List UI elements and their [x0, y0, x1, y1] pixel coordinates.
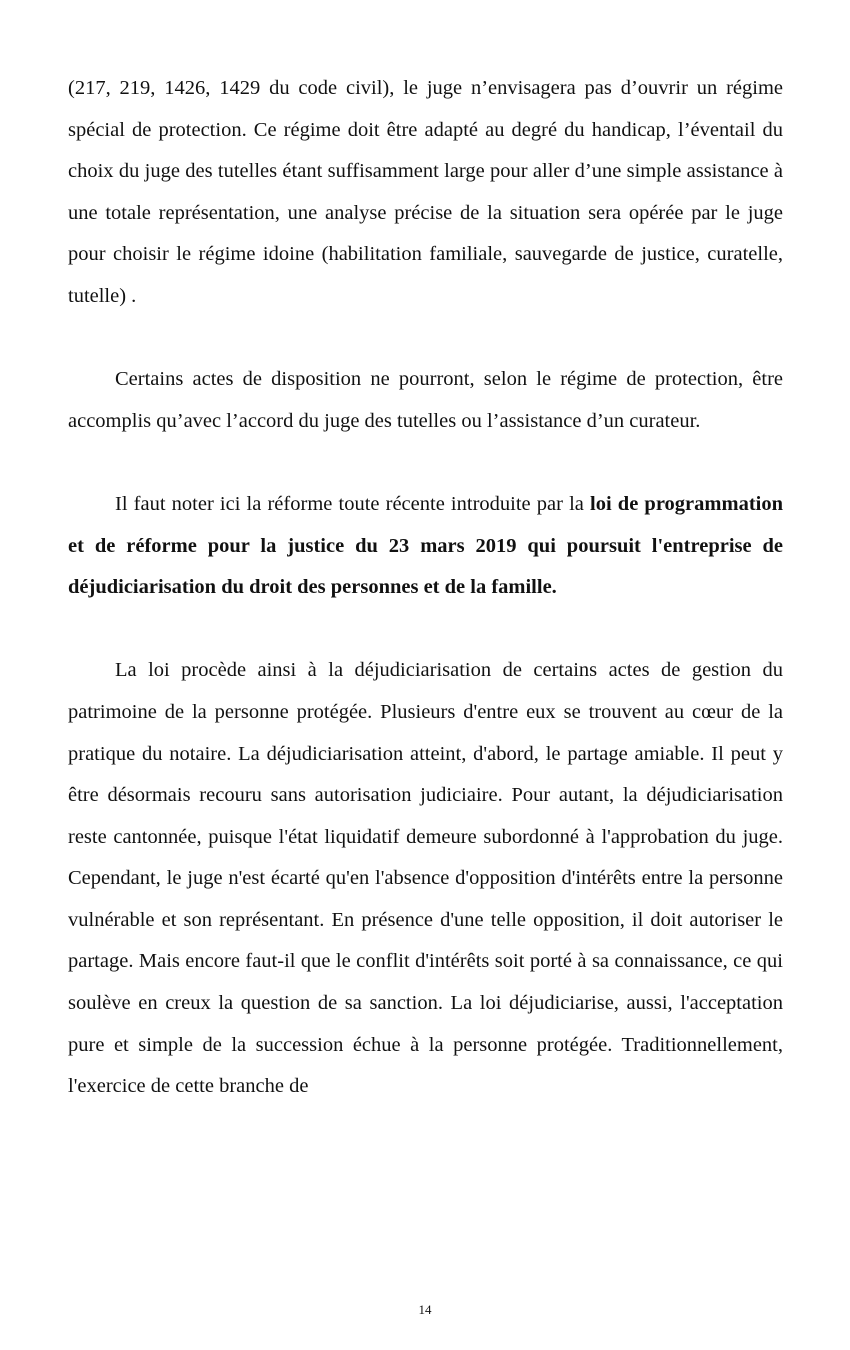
paragraph-spacer — [68, 609, 783, 651]
document-body — [68, 68, 783, 1108]
paragraph-3-intro: Il faut noter ici la réforme toute récente introduite par la — [115, 492, 591, 515]
paragraph-3-bold-law-reference: loi de programmation et de réforme pour la justice du 23 mars 2019 qui poursuit l'entreprise de déjudiciarisation du droit des personnes et de la famille. — [68, 492, 783, 599]
paragraph-spacer — [68, 318, 783, 360]
paragraph-1: (217, 219, 1426, 1429 du code civil), le juge n’envisagera pas d’ouvrir un régime spécial de protection. Ce régime doit être adapté au degré du handicap, l’éventail du choix du juge des tutelles étant suffisamment large pour aller d’une simple assistance à une totale représentation, une analyse précise de la situation sera opérée par le juge pour choisir le régime idoine (habilitation familiale, sauvegarde de justice, curatelle, tutelle) . — [68, 77, 783, 307]
page-number: 14 — [418, 1302, 432, 1317]
paragraph-3 — [68, 484, 783, 609]
paragraph-2: Certains actes de disposition ne pourront, selon le régime de protection, être accomplis qu’avec l’accord du juge des tutelles ou l’assistance d’un curateur. — [68, 368, 783, 432]
paragraph-spacer — [68, 442, 783, 484]
paragraph-4: La loi procède ainsi à la déjudiciarisation de certains actes de gestion du patrimoine de la personne protégée. Plusieurs d'entre eux se trouvent au cœur de la pratique du notaire. La déjudiciarisation atteint, d'abord, le partage amiable. Il peut y être désormais recouru sans autorisation judiciaire. Pour autant, la déjudiciarisation reste cantonnée, puisque l'état liquidatif demeure subordonné à l'approbation du juge. Cependant, le juge n'est écarté qu'en l'absence d'opposition d'intérêts entre la personne vulnérable et son représentant. En présence d'une telle opposition, il doit autoriser le partage. Mais encore faut-il que le conflit d'intérêts soit porté à sa connaissance, ce qui soulève en creux la question de sa sanction. La loi déjudiciarise, aussi, l'acceptation pure et simple de la succession échue à la personne protégée. Traditionnellement, l'exercice de cette branche de — [68, 659, 783, 1098]
